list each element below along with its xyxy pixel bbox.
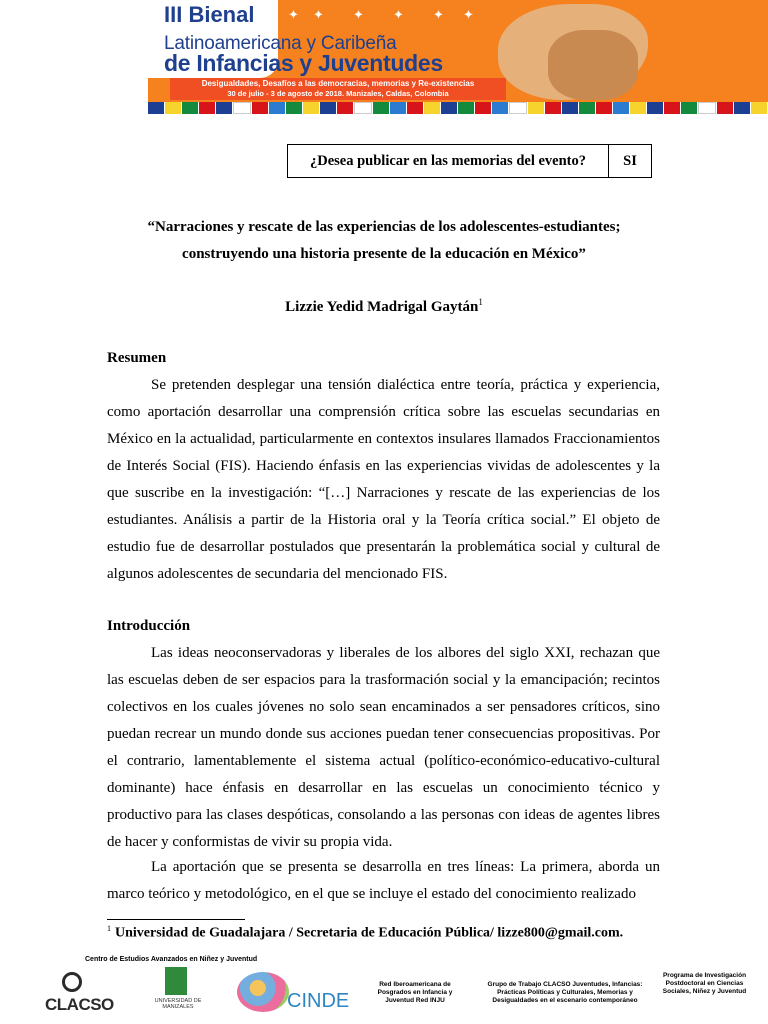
footnote	[107, 924, 623, 942]
publish-question: ¿Desea publicar en las memorias del evento?	[288, 145, 609, 177]
programa-postdoctoral-label: Programa de Investigación Postdoctoral en Ciencias Sociales, Niñez y Juventud	[662, 972, 747, 995]
introduccion-paragraph-2: La aportación que se presenta se desarrolla en tres líneas: La primera, aborda un marco teórico y metodológico, en el que se incluye el estado del conocimiento realizado	[107, 859, 660, 902]
banner-subtitle: Desigualdades, Desafíos a las democracias, memorias y Re-existencias	[201, 79, 475, 88]
center-label: Centro de Estudios Avanzados en Niñez y Juventud	[85, 956, 258, 963]
paper-title-line-2: construyendo una historia presente de la educación en México”	[182, 246, 586, 262]
banner-line-1: III Bienal	[164, 2, 255, 27]
red-inju-label: Red Iberoamericana de Posgrados en Infancia y Juventud Red INJU	[377, 981, 453, 1004]
bird-icon: ✦	[353, 8, 364, 23]
children-photos-graphic	[548, 30, 638, 100]
bird-icon: ✦	[463, 8, 474, 23]
introduccion-paragraph-1: Las ideas neoconservadoras y liberales de los albores del siglo XXI, rechazan que las escuelas deben de ser espacios para la trasformación social y la emancipación; recintos colectivos en los cuales jóvenes no solo sean encaminados a ser pensadores críticos, sino puedan recrear un mundo donde sus acciones puedan tener consecuencias propositivas. Por el contrario, lamentablemente el sistema actual (político-económico-educativo-cultural dominante) hace énfasis en desarrollar en las escuelas un conocimiento técnico y productivo para las clases despóticas, consolando a las personas con ideas de agentes libres de hacer y conformistas de vivir su propia vida.	[107, 645, 660, 850]
footnote-mark: 1	[107, 924, 111, 933]
clacso-logo-icon	[62, 972, 82, 992]
bird-icon: ✦	[433, 8, 444, 23]
bird-icon: ✦	[313, 8, 324, 23]
introduccion-heading: Introducción	[107, 618, 191, 634]
paper-title-line-1: “Narraciones y rescate de las experiencias de los adolescentes-estudiantes;	[147, 219, 621, 235]
footnote-text: Universidad de Guadalajara / Secretaria de Educación Pública/ lizze800@gmail.com.	[115, 925, 624, 941]
event-banner	[148, 0, 768, 114]
cinde-logo-icon	[237, 972, 289, 1012]
flags-strip	[148, 102, 768, 114]
footnote-rule	[107, 919, 245, 920]
banner-line-3: de Infancias y Juventudes	[164, 50, 443, 76]
clacso-logo-text: CLACSO	[45, 995, 114, 1014]
bird-icon: ✦	[288, 8, 299, 23]
grupo-clacso-label: Grupo de Trabajo CLACSO Juventudes, Infancias: Prácticas Políticas y Culturales, Memorias y Desigualdades en el escenario contemporáneo	[487, 981, 643, 1004]
author-footnote-mark: 1	[478, 297, 483, 307]
resumen-heading: Resumen	[107, 350, 167, 366]
author-name: Lizzie Yedid Madrigal Gaytán	[285, 299, 479, 315]
bird-icon: ✦	[393, 8, 404, 23]
cinde-logo-text: CINDE	[287, 990, 350, 1012]
author	[107, 297, 661, 316]
paper-title	[107, 214, 661, 268]
universidad-manizales-logo-icon	[165, 967, 187, 995]
banner-line-2: Latinoamericana y Caribeña	[164, 33, 397, 54]
publish-question-table	[287, 144, 652, 178]
banner-dates: 30 de julio - 3 de agosto de 2018. Manizales, Caldas, Colombia	[227, 89, 449, 98]
publish-answer: SI	[623, 152, 637, 169]
banner-subtitle-box	[170, 78, 506, 100]
resumen-text: Se pretenden desplegar una tensión dialéctica entre teoría, práctica y experiencia, como aportación desarrollar una comprensión crítica sobre las escuelas secundarias en México en la actualidad, particularmente en contextos insulares llamados Fraccionamientos de Interés Social (FIS). Haciendo énfasis en las experiencias vividas de adolescentes y la que suscribe en la investigación: “[…] Narraciones y rescate de las experiencias de los estudiantes. Análisis a partir de la Historia oral y la Teoría crítica social.” El objeto de estudio fue de desarrollar postulados que presentarán la problemática social y cultural de algunos adolescentes de secundaria del mencionado FIS.	[107, 377, 660, 582]
universidad-manizales-logo-text: UNIVERSIDAD DE MANIZALES	[154, 998, 202, 1010]
